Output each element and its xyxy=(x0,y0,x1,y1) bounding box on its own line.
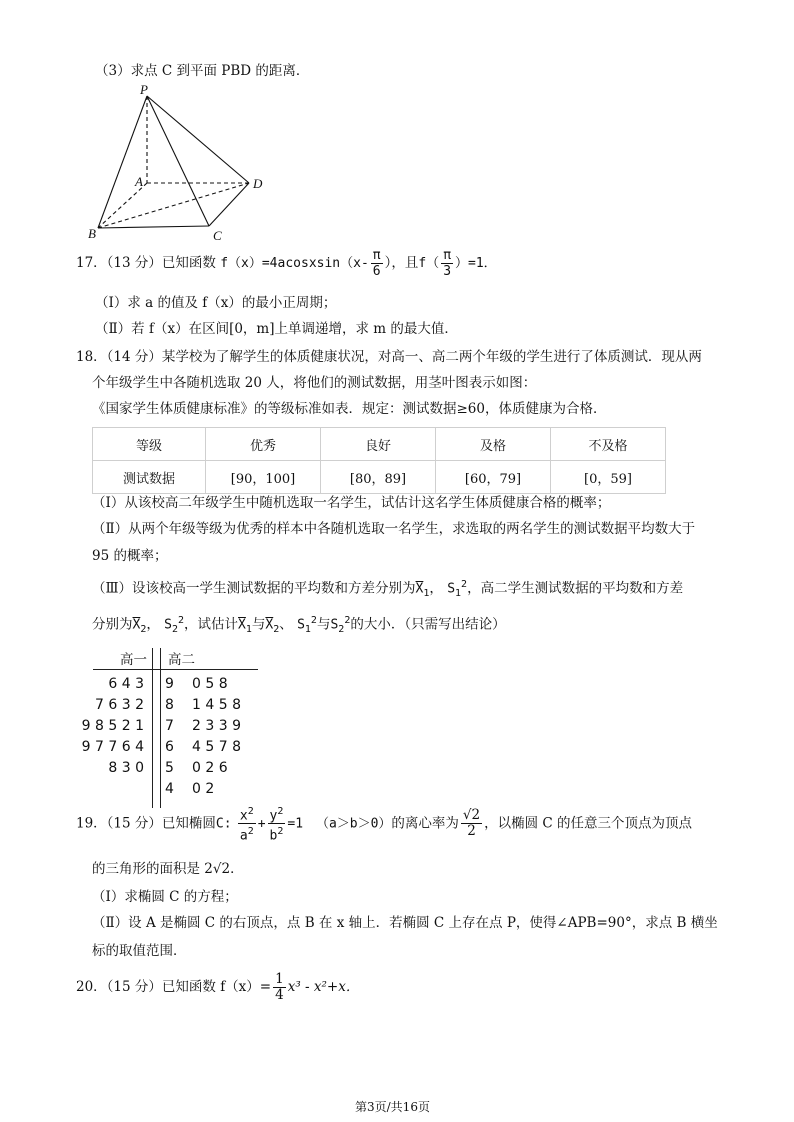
stemleaf-header-rule xyxy=(93,669,258,670)
stemleaf-divider-left xyxy=(152,648,153,808)
label-c: C xyxy=(213,228,222,242)
table-cell: [90，100] xyxy=(206,461,321,494)
table-cell: 良好 xyxy=(321,428,436,461)
q18-line2: 个年级学生中各随机选取 20 人，将他们的测试数据，用茎叶图表示如图： xyxy=(92,375,537,391)
q18-part2a: （Ⅱ）从两个年级等级为优秀的样本中各随机选取一名学生，求选取的两名学生的测试数据平均数大于 xyxy=(92,521,696,537)
frac-1-4: $\frac{1}{4}$ xyxy=(275,971,284,1003)
edge-pb xyxy=(98,96,147,228)
q17-statement: 17．（13 分）已知函数 f（x）=4acosxsin（x- $\frac{\pi}{6}$ ），且f（ $\frac{\pi}{3}$ ）=1． xyxy=(76,248,497,279)
q18-part3b: 分别为$\overline{X}_2$， $S_2^2$，试估计$\overline{X}_1$与$\overline{X}_2$、 $S_1^2$与$S_2^2$的大小．（只需写出结论） xyxy=(92,615,506,636)
label-b: B xyxy=(88,226,96,241)
stemleaf-right-title: 高二 xyxy=(168,652,195,668)
frac-sqrt2-2: $\frac{√2}{2}$ xyxy=(462,807,481,840)
stemleaf-left-title: 高一 xyxy=(120,652,147,668)
frac-pi-6: $\frac{\pi}{6}$ xyxy=(372,248,381,279)
table-cell: [80，89] xyxy=(321,461,436,494)
table-cell: 不及格 xyxy=(551,428,666,461)
table-row xyxy=(93,461,666,494)
q19-part1: （Ⅰ）求椭圆 C 的方程； xyxy=(92,889,238,905)
stemleaf-divider-right xyxy=(160,648,161,808)
q18-part2b: 95 的概率； xyxy=(92,548,168,564)
stemleaf-stem: 6 xyxy=(165,739,174,755)
q17-part1: （Ⅰ）求 a 的值及 f（x）的最小正周期； xyxy=(95,295,337,311)
q18-part3a: （Ⅲ）设该校高一学生测试数据的平均数和方差分别为$\overline{X}_1$， $S_1^2$，高二学生测试数据的平均数和方差 xyxy=(92,579,684,600)
q19-line2: 的三角形的面积是 2√2． xyxy=(92,861,244,877)
edge-pd xyxy=(147,96,249,183)
page-footer: 第3页/共16页 xyxy=(355,1100,430,1114)
table-cell: [60，79] xyxy=(436,461,551,494)
q16-part3: （3）求点 C 到平面 PBD 的距离． xyxy=(95,63,310,79)
edge-pc xyxy=(147,96,209,226)
q18-part1: （Ⅰ）从该校高二年级学生中随机选取一名学生，试估计这名学生体质健康合格的概率； xyxy=(92,495,611,511)
label-d: D xyxy=(253,176,263,191)
stemleaf-right-leaves: 1 4 5 8 xyxy=(192,697,241,713)
stemleaf-right-leaves: 2 3 3 9 xyxy=(192,718,241,734)
table-cell: 优秀 xyxy=(206,428,321,461)
q17-part2: （Ⅱ）若 f（x）在区间[0，m]上单调递增，求 m 的最大值． xyxy=(95,321,458,337)
table-cell: 等级 xyxy=(93,428,206,461)
stemleaf-right-leaves: 0 5 8 xyxy=(192,676,228,692)
grade-standard-table xyxy=(92,427,666,494)
frac-pi-3: $\frac{\pi}{3}$ xyxy=(443,248,452,279)
stem-leaf-plot xyxy=(81,648,268,818)
stemleaf-left-leaves: 9 8 5 2 1 xyxy=(81,718,144,734)
label-p: P xyxy=(140,82,148,97)
stemleaf-left-leaves: 8 3 0 xyxy=(108,760,144,776)
stemleaf-right-leaves: 0 2 6 xyxy=(192,760,228,776)
table-cell: 测试数据 xyxy=(93,461,206,494)
stemleaf-stem: 7 xyxy=(165,718,174,734)
pyramid-figure xyxy=(85,82,285,242)
stemleaf-left-leaves: 7 6 3 2 xyxy=(95,697,144,713)
q18-line1: 18．（14 分）某学校为了解学生的体质健康状况，对高一、高二两个年级的学生进行了体质测试．现从两 xyxy=(76,349,702,365)
stemleaf-stem: 8 xyxy=(165,697,174,713)
edge-bd xyxy=(98,183,249,228)
stemleaf-stem: 5 xyxy=(165,760,174,776)
frac-y2-b2: $\frac{y^2}{b^2}$ xyxy=(269,806,284,844)
q19-statement: 19．（15 分）已知椭圆C: $\frac{x^2}{a^2}$ + $\frac{y^2}{b^2}$ =1 （a＞b＞0）的离心率为 $\frac{√2}{2}$ ，以椭圆 C 的任意三个顶点为顶点 xyxy=(76,806,693,844)
label-a: A xyxy=(135,174,143,189)
q19-part2a: （Ⅱ）设 A 是椭圆 C 的右顶点，点 B 在 x 轴上．若椭圆 C 上存在点 P，使得∠APB=90°，求点 B 横坐 xyxy=(92,915,718,931)
stemleaf-right-leaves: 0 2 xyxy=(192,781,215,797)
q20-statement: 20．（15 分）已知函数 f（x）= $\frac{1}{4}$ x³ - x²+x． xyxy=(76,971,360,1003)
stemleaf-stem: 4 xyxy=(165,781,174,797)
frac-x2-a2: $\frac{x^2}{a^2}$ xyxy=(239,806,254,844)
table-cell: 及格 xyxy=(436,428,551,461)
q18-line3: 《国家学生体质健康标准》的等级标准如表．规定：测试数据≥60，体质健康为合格． xyxy=(92,401,607,417)
stemleaf-left-leaves: 9 7 7 6 4 xyxy=(81,739,144,755)
edge-bc xyxy=(98,226,209,228)
stemleaf-right-leaves: 4 5 7 8 xyxy=(192,739,241,755)
table-header-row xyxy=(93,428,666,461)
stemleaf-stem: 9 xyxy=(165,676,174,692)
edge-ab xyxy=(98,183,147,228)
q19-part2b: 标的取值范围． xyxy=(92,943,187,959)
stemleaf-left-leaves: 6 4 3 xyxy=(108,676,144,692)
table-cell: [0，59] xyxy=(551,461,666,494)
